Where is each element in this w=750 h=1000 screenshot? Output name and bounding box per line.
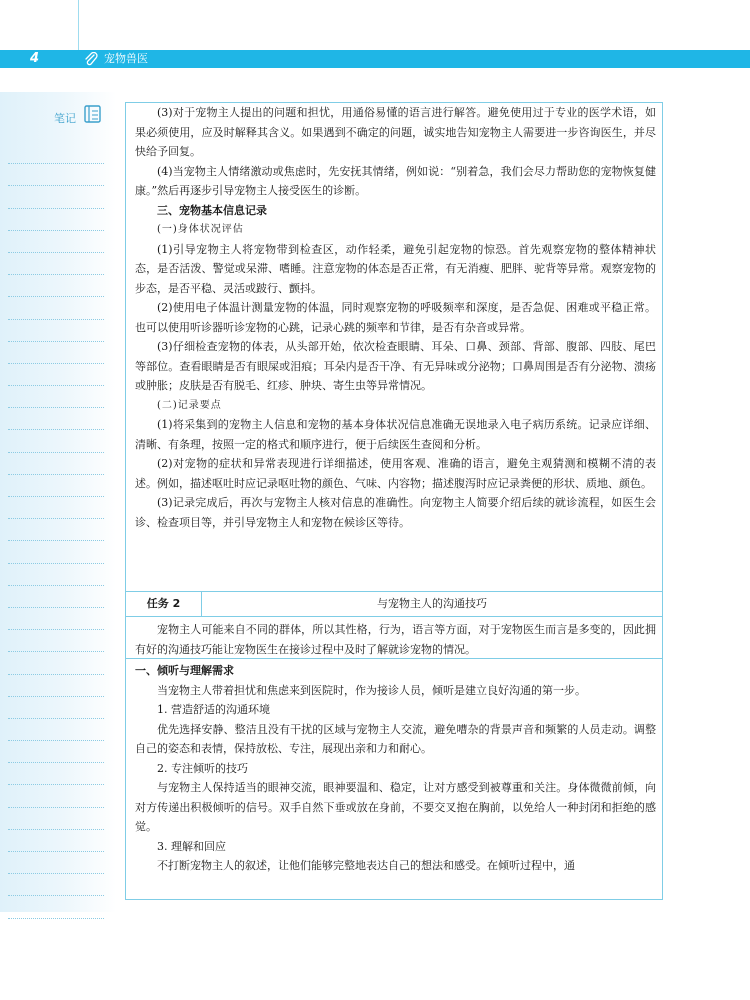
subsection-heading: 1. 营造舒适的沟通环境 bbox=[157, 703, 270, 716]
task-number: 任务 2 bbox=[126, 592, 202, 616]
paragraph: (1)将采集到的宠物主人信息和宠物的基本身体状况信息准确无误地录入电子病历系统。记录应详细、清晰、有条理，按照一定的格式和顺序进行，便于后续医生查阅和分析。 bbox=[135, 418, 656, 451]
section-listening bbox=[126, 659, 662, 899]
subsection-heading: 2. 专注倾听的技巧 bbox=[157, 761, 248, 775]
section-heading: 三、宠物基本信息记录 bbox=[157, 203, 267, 217]
note-lines bbox=[8, 142, 104, 919]
paragraph: (3)对于宠物主人提出的问题和担忧，用通俗易懂的语言进行解答。避免使用过于专业的医学术语，如果必须使用，应及时解释其含义。如果遇到不确定的问题，诚实地告知宠物主人需要进一步咨询医生，并尽快给予回复。 bbox=[135, 106, 656, 158]
paragraph: (2)对宠物的症状和异常表现进行详细描述，使用客观、准确的语言，避免主观猜测和模糊不清的表述。例如，描述呕吐时应记录呕吐物的颜色、气味、内容物；描述腹泻时应记录粪便的形状、质地、颜色。 bbox=[135, 457, 656, 490]
task-intro bbox=[126, 617, 662, 659]
paragraph: (3)仔细检查宠物的体表，从头部开始，依次检查眼睛、耳朵、口鼻、颈部、背部、腹部、四肢、尾巴等部位。查看眼睛是否有眼屎或泪痕；耳朵内是否干净、有无异味或分泌物；口鼻周围是否有分泌物、溃疡或肿胀；皮肤是否有脱毛、红疹、肿块、寄生虫等异常情况。 bbox=[135, 340, 656, 392]
section-heading: 一、倾听与理解需求 bbox=[135, 664, 234, 677]
paragraph: (1)引导宠物主人将宠物带到检查区，动作轻柔，避免引起宠物的惊恐。首先观察宠物的整体精神状态，是否活泼、警觉或呆滞、嗜睡。注意宠物的体态是否正常，有无消瘦、肥胖、驼背等异常。观察宠物的步态，是否平稳、灵活或跛行、颤抖。 bbox=[135, 242, 656, 295]
paragraph: 当宠物主人带着担忧和焦虑来到医院时，作为接诊人员，倾听是建立良好沟通的第一步。 bbox=[157, 683, 586, 697]
content-box bbox=[125, 102, 663, 900]
paragraph: 与宠物主人保持适当的眼神交流，眼神要温和、稳定，让对方感受到被尊重和关注。身体微微前倾，向对方传递出积极倾听的信号。双手自然下垂或放在身前，不要交叉抱在胸前，以免给人一种封闭和拒绝的感觉。 bbox=[135, 781, 656, 833]
paragraph: (2)使用电子体温计测量宠物的体温，同时观察宠物的呼吸频率和深度，是否急促、困难或平稳正常。也可以使用听诊器听诊宠物的心跳，记录心跳的频率和节律，是否有杂音或异常。 bbox=[135, 301, 656, 334]
task-header bbox=[126, 591, 662, 617]
paragraph: (3)记录完成后，再次与宠物主人核对信息的准确性。向宠物主人简要介绍后续的就诊流程，如医生会诊、检查项目等，并引导宠物主人和宠物在候诊区等待。 bbox=[135, 496, 656, 529]
paragraph: (4)当宠物主人情绪激动或焦虑时，先安抚其情绪，例如说：“别着急，我们会尽力帮助您的宠物恢复健康。”然后再逐步引导宠物主人接受医生的诊断。 bbox=[135, 164, 656, 197]
subsection-heading: (二)记录要点 bbox=[157, 399, 222, 411]
subsection-heading: (一)身体状况评估 bbox=[157, 224, 244, 235]
paragraph: 优先选择安静、整洁且没有干扰的区域与宠物主人交流，避免嘈杂的背景声音和频繁的人员走动。调整自己的姿态和表情，保持放松、专注，展现出亲和力和耐心。 bbox=[135, 722, 656, 755]
task-title: 与宠物主人的沟通技巧 bbox=[377, 597, 487, 610]
subsection-heading: 3. 理解和回应 bbox=[157, 839, 226, 853]
paperclip-icon bbox=[83, 52, 99, 66]
notes-label: 笔记 bbox=[54, 112, 76, 125]
book-title: 宠物兽医 bbox=[104, 52, 148, 65]
section-info-record bbox=[126, 103, 662, 591]
notebook-icon bbox=[82, 104, 104, 124]
page-number: 4 bbox=[30, 51, 40, 66]
paragraph: 宠物主人可能来自不同的群体，所以其性格，行为，语言等方面，对于宠物医生而言是多变的，因此拥有好的沟通技巧能让宠物医生在接诊过程中及时了解就诊宠物的情况。 bbox=[135, 623, 656, 656]
paragraph: 不打断宠物主人的叙述，让他们能够完整地表达自己的想法和感受。在倾听过程中，通 bbox=[157, 859, 575, 872]
